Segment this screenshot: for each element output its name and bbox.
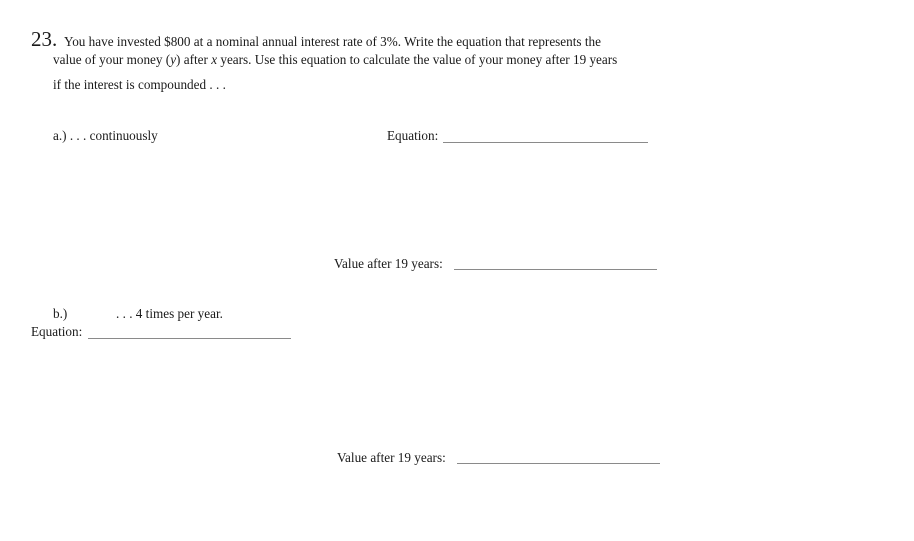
question-text-line-2-part-3: years. Use this equation to calculate the value of your money after 19 years	[217, 52, 618, 67]
question-text-line-2-part-2: ) after	[176, 52, 212, 67]
question-text-line-1: You have invested $800 at a nominal annual interest rate of 3%. Write the equation that represents the	[64, 34, 601, 49]
part-a-value-label: Value after 19 years:	[334, 256, 443, 271]
part-b-value-blank[interactable]	[457, 463, 660, 464]
part-a-label: a.) . . . continuously	[53, 128, 158, 143]
part-a-value-blank[interactable]	[454, 269, 657, 270]
part-b-description: . . . 4 times per year.	[116, 306, 223, 321]
question-text-line-2	[53, 52, 617, 68]
variable-x: x	[211, 52, 218, 67]
part-b-label: b.)	[53, 306, 68, 321]
variable-y: y	[170, 52, 177, 67]
question-text-line-3: if the interest is compounded . . .	[53, 77, 226, 92]
question-text-line-2-part-1: value of your money (	[53, 52, 171, 67]
part-a-equation-blank[interactable]	[443, 142, 648, 143]
part-b-equation-label: Equation:	[31, 324, 83, 339]
part-b-value-label: Value after 19 years:	[337, 450, 446, 465]
part-b-equation-blank[interactable]	[88, 338, 291, 339]
part-a-equation-label: Equation:	[387, 128, 439, 143]
question-number: 23.	[31, 27, 58, 51]
